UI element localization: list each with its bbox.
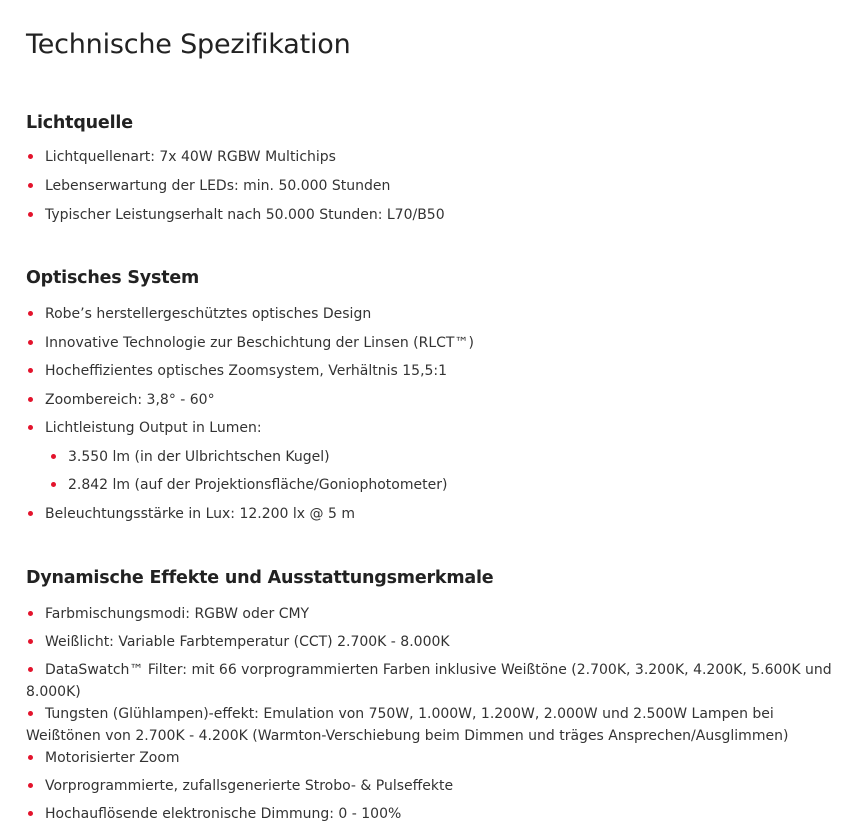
section-heading: Dynamische Effekte und Ausstattungsmerkmale — [26, 567, 494, 588]
list-item: Hocheffizientes optisches Zoomsystem, Verhältnis 15,5:1 — [26, 360, 839, 382]
list-item: Typischer Leistungserhalt nach 50.000 Stunden: L70/B50 — [26, 204, 839, 226]
list-item: Lichtquellenart: 7x 40W RGBW Multichips — [26, 146, 839, 168]
list-item: Robe’s herstellergeschütztes optisches Design — [26, 303, 839, 325]
section-heading: Lichtquelle — [26, 113, 133, 133]
section-dynamische-effekte — [26, 566, 839, 825]
list-item: Motorisierter Zoom — [26, 747, 839, 769]
list-item: DataSwatch™ Filter: mit 66 vorprogrammierten Farben inklusive Weißtöne (2.700K, 3.200K, 4.200K, 5.600K und 8.000K) — [26, 659, 839, 703]
list-item: Zoombereich: 3,8° - 60° — [26, 389, 839, 411]
section-lichtquelle — [26, 111, 839, 226]
section-optisches-system — [26, 266, 839, 525]
list-item: Hochauflösende elektronische Dimmung: 0 - 100% — [26, 803, 839, 825]
list-item: Beleuchtungsstärke in Lux: 12.200 lx @ 5 m — [26, 503, 839, 525]
list-item: Weißlicht: Variable Farbtemperatur (CCT) 2.700K - 8.000K — [26, 631, 839, 653]
list-item: Tungsten (Glühlampen)-effekt: Emulation von 750W, 1.000W, 1.200W, 2.000W und 2.500W Lampen bei Weißtönen von 2.700K - 4.200K (Warmton-Verschiebung beim Dimmen und träges Ansprechen/Ausglimmen) — [26, 703, 839, 747]
list-item: Lebenserwartung der LEDs: min. 50.000 Stunden — [26, 175, 839, 197]
spec-list — [26, 146, 839, 226]
section-heading: Optisches System — [26, 268, 200, 288]
spec-list — [26, 303, 839, 525]
list-item: Vorprogrammierte, zufallsgenerierte Strobo- & Pulseffekte — [26, 775, 839, 797]
spec-list — [26, 603, 839, 825]
sub-list-item: 3.550 lm (in der Ulbrichtschen Kugel) — [26, 446, 839, 468]
list-item: Lichtleistung Output in Lumen: — [26, 417, 839, 439]
page-title: Technische Spezifikation — [26, 29, 351, 60]
list-item: Innovative Technologie zur Beschichtung der Linsen (RLCT™) — [26, 332, 839, 354]
sub-list-item: 2.842 lm (auf der Projektionsfläche/Goniophotometer) — [26, 474, 839, 496]
list-item: Farbmischungsmodi: RGBW oder CMY — [26, 603, 839, 625]
